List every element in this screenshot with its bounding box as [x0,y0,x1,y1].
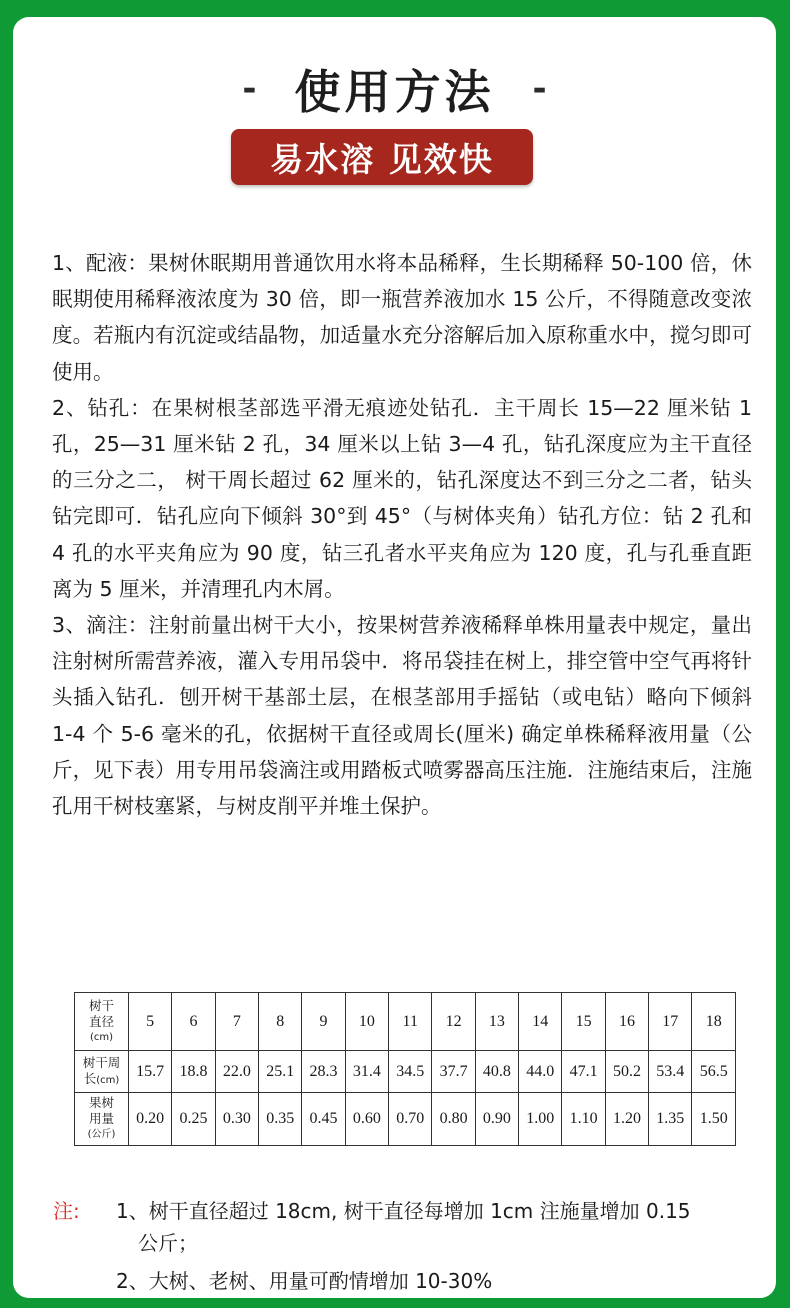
table-cell: 11 [389,993,432,1051]
table-cell: 14 [519,993,562,1051]
table-cell: 16 [605,993,648,1051]
table-cell: 0.80 [432,1093,475,1146]
row-header-dosage: 果树 用量 (公斤) [75,1093,129,1146]
table-cell: 0.45 [302,1093,345,1146]
table-cell: 1.00 [519,1093,562,1146]
table-cell: 15.7 [129,1051,172,1093]
note-label: 注: [53,1199,80,1223]
dosage-table [74,992,736,1146]
page-title: 使用方法 [294,65,495,119]
table-cell: 1.50 [692,1093,736,1146]
table-cell: 10 [345,993,388,1051]
step-infusion-paragraph: 3、滴注：注射前量出树干大小，按果树营养液稀释单株用量表中规定，量出注射树所需营养液，灌入专用吊袋中．将吊袋挂在树上，排空管中空气再将针头插入钻孔．刨开树干基部土层，在根茎部用手摇钻（或电钻）略向下倾斜 1-4 个 5-6 毫米的孔，依据树干直径或周长(厘米) 确定单株稀释液用量（公斤，见下表）用专用吊袋滴注或用踏板式喷雾器高压注施．注施结束后，注施孔用干树枝塞紧，与树皮削平并堆土保护。 [52,613,752,819]
table-cell: 6 [172,993,215,1051]
step-drilling-paragraph: 2、钻孔：在果树根茎部选平滑无痕迹处钻孔．主干周长 15—22 厘米钻 1 孔，25—31 厘米钻 2 孔，34 厘米以上钻 3—4 孔，钻孔深度应为主干直径的三分之二， 树干周长超过 62 厘米的，钻孔深度达不到三分之二者，钻头钻完即可．钻孔应向下倾斜 30°到 45°（与树体夹角）钻孔方位：钻 2 孔和 4 孔的水平夹角应为 90 度，钻三孔者水平夹角应为 120 度，孔与孔垂直距离为 5 厘米，并清理孔内木屑。 [52,395,752,601]
title-dash-left: - [242,69,257,109]
table-cell: 37.7 [432,1051,475,1093]
instruction-card [13,17,776,1298]
table-cell: 8 [259,993,302,1051]
table-cell: 47.1 [562,1051,605,1093]
table-cell: 0.30 [215,1093,258,1146]
table-cell: 0.25 [172,1093,215,1146]
table-cell: 9 [302,993,345,1051]
table-cell: 12 [432,993,475,1051]
table-cell: 25.1 [259,1051,302,1093]
table-row [75,1093,736,1146]
table-cell: 44.0 [519,1051,562,1093]
note-item-2: 2、大树、老树、用量可酌情增加 10-30% [116,1269,493,1293]
table-cell: 5 [129,993,172,1051]
note-item-1: 注: 1、树干直径超过 18cm, 树干直径每增加 1cm 注施量增加 0.15 [53,1195,753,1227]
table-cell: 1.35 [649,1093,692,1146]
table-cell: 40.8 [475,1051,518,1093]
table-cell: 13 [475,993,518,1051]
table-cell: 7 [215,993,258,1051]
step-mixing-paragraph: 1、配液：果树休眠期用普通饮用水将本品稀释，生长期稀释 50-100 倍，休眠期使用稀释液浓度为 30 倍，即一瓶营养液加水 15 公斤，不得随意改变浓度。若瓶内有沉淀或结晶物，加适量水充分溶解后加入原称重水中，搅匀即可使用。 [52,251,752,384]
table-cell: 56.5 [692,1051,736,1093]
title-dash-right: - [532,69,547,109]
table-cell: 0.70 [389,1093,432,1146]
row-header-diameter: 树干 直径 (cm) [75,993,129,1051]
table-cell: 0.20 [129,1093,172,1146]
title-row [13,59,776,119]
table-cell: 31.4 [345,1051,388,1093]
table-row [75,993,736,1051]
table-cell: 17 [649,993,692,1051]
row-header-circumference: 树干周 长(cm) [75,1051,129,1093]
table-cell: 53.4 [649,1051,692,1093]
instruction-body [52,245,752,824]
table-cell: 0.90 [475,1093,518,1146]
table-cell: 34.5 [389,1051,432,1093]
table-cell: 15 [562,993,605,1051]
table-cell: 0.60 [345,1093,388,1146]
table-row [75,1051,736,1093]
table-cell: 1.10 [562,1093,605,1146]
table-cell: 18.8 [172,1051,215,1093]
table-cell: 28.3 [302,1051,345,1093]
table-cell: 22.0 [215,1051,258,1093]
table-cell: 0.35 [259,1093,302,1146]
notes-section [53,1195,753,1297]
table-cell: 1.20 [605,1093,648,1146]
table-cell: 50.2 [605,1051,648,1093]
feature-badge: 易水溶 见效快 [231,129,533,185]
note-item-1-continued: 公斤； [138,1231,198,1255]
table-cell: 18 [692,993,736,1051]
